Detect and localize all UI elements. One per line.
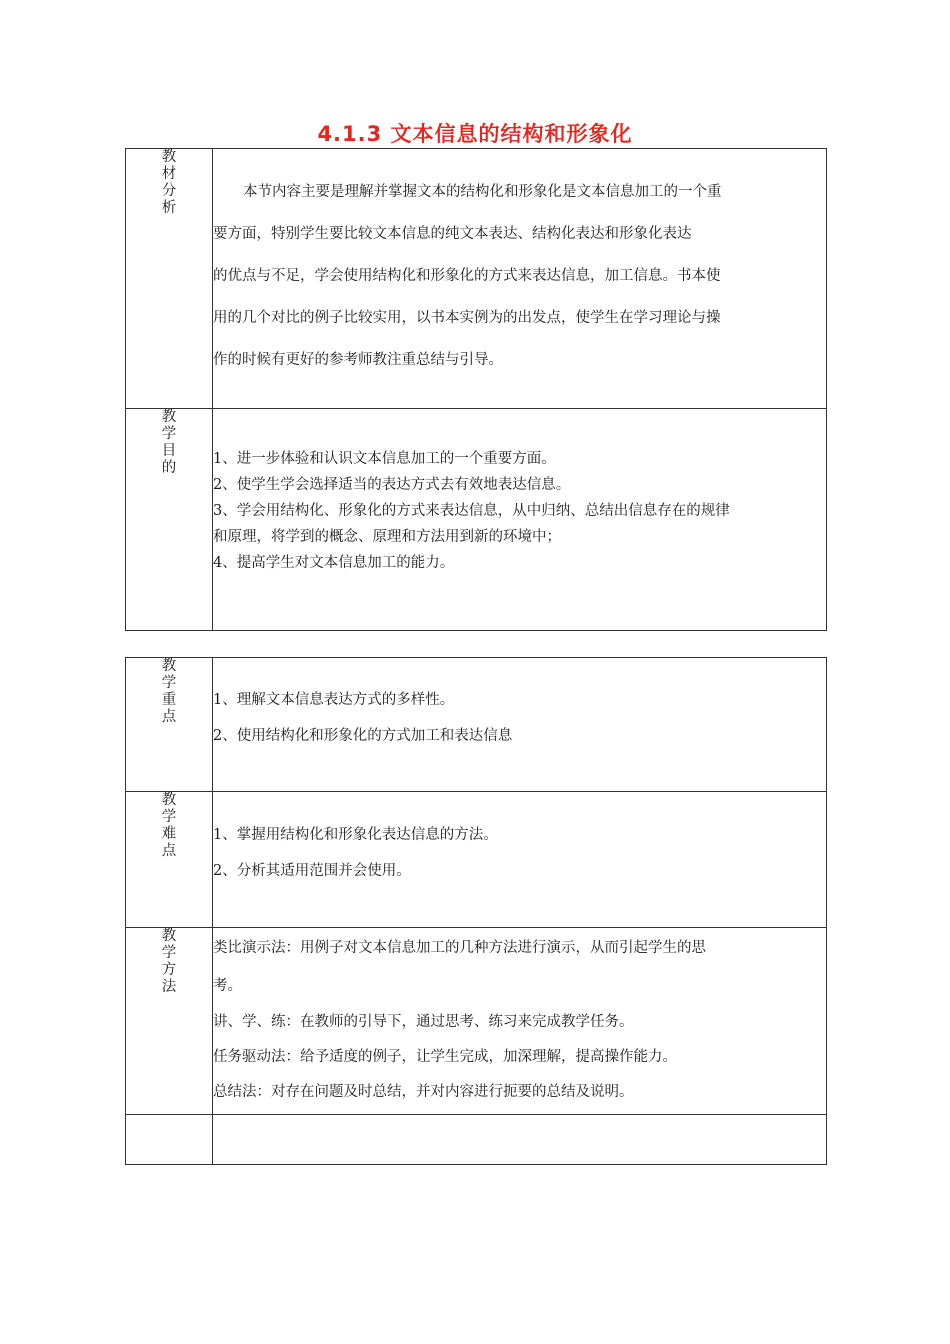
table-row xyxy=(126,1115,827,1165)
table-row xyxy=(126,409,827,631)
row-content-cell xyxy=(213,792,827,928)
row-label: 教学方法 xyxy=(161,928,177,995)
difficulties-list xyxy=(213,817,826,889)
row-content-cell xyxy=(213,658,827,792)
key-points-list xyxy=(213,682,826,754)
page-title: 4.1.3 文本信息的结构和形象化 xyxy=(317,122,633,146)
list-item: 任务驱动法：给予适度的例子，让学生完成，加深理解，提高操作能力。 xyxy=(213,1049,677,1065)
list-item: 2、使用结构化和形象化的方式加工和表达信息 xyxy=(213,728,513,744)
table-row xyxy=(126,658,827,792)
list-item: 总结法：对存在问题及时总结，并对内容进行扼要的总结及说明。 xyxy=(213,1084,634,1100)
objectives-list xyxy=(213,446,826,576)
paragraph-line: 作的时候有更好的参考师教注重总结与引导。 xyxy=(213,352,503,368)
list-item: 1、掌握用结构化和形象化表达信息的方法。 xyxy=(213,827,498,843)
row-label-cell xyxy=(126,792,213,928)
list-item: 2、分析其适用范围并会使用。 xyxy=(213,863,411,879)
list-item: 和原理，将学到的概念、原理和方法用到新的环境中； xyxy=(213,529,561,545)
list-item: 1、进一步体验和认识文本信息加工的一个重要方面。 xyxy=(213,451,556,467)
row-content-cell xyxy=(213,1115,827,1165)
row-label-cell xyxy=(126,658,213,792)
row-label-cell xyxy=(126,149,213,409)
row-label-cell xyxy=(126,409,213,631)
row-label: 教学目的 xyxy=(161,409,177,476)
table-row xyxy=(126,792,827,928)
list-item: 1、理解文本信息表达方式的多样性。 xyxy=(213,692,455,708)
paragraph-line: 用的几个对比的例子比较实用，以书本实例为的出发点，使学生在学习理论与操 xyxy=(213,310,721,326)
methods-list xyxy=(213,929,826,1110)
row-content-cell xyxy=(213,928,827,1115)
row-label: 教学重点 xyxy=(161,658,177,725)
list-item: 4、提高学生对文本信息加工的能力。 xyxy=(213,555,455,571)
list-item: 2、使学生学会选择适当的表达方式去有效地表达信息。 xyxy=(213,477,571,493)
paragraph-line: 要方面，特别学生要比较文本信息的纯文本表达、结构化表达和形象化表达 xyxy=(213,226,692,242)
list-item: 讲、学、练：在教师的引导下，通过思考、练习来完成教学任务。 xyxy=(213,1014,634,1030)
lesson-table-lower xyxy=(125,657,827,1165)
row-content-cell xyxy=(213,149,827,409)
paragraph-line: 本节内容主要是理解并掌握文本的结构化和形象化是文本信息加工的一个重 xyxy=(243,184,722,200)
paragraph-line: 的优点与不足，学会使用结构化和形象化的方式来表达信息，加工信息。书本使 xyxy=(213,268,721,284)
table-row xyxy=(126,149,827,409)
row-label-cell xyxy=(126,928,213,1115)
list-item: 考。 xyxy=(213,978,242,994)
row-label-cell xyxy=(126,1115,213,1165)
row-label: 教学难点 xyxy=(161,792,177,859)
row-content-cell xyxy=(213,409,827,631)
table-row xyxy=(126,928,827,1115)
lesson-table-upper xyxy=(125,148,827,631)
analysis-paragraph xyxy=(213,171,826,381)
list-item: 类比演示法：用例子对文本信息加工的几种方法进行演示，从而引起学生的思 xyxy=(213,940,706,956)
list-item: 3、学会用结构化、形象化的方式来表达信息，从中归纳、总结出信息存在的规律 xyxy=(213,503,730,519)
row-label: 教材分析 xyxy=(161,149,177,216)
